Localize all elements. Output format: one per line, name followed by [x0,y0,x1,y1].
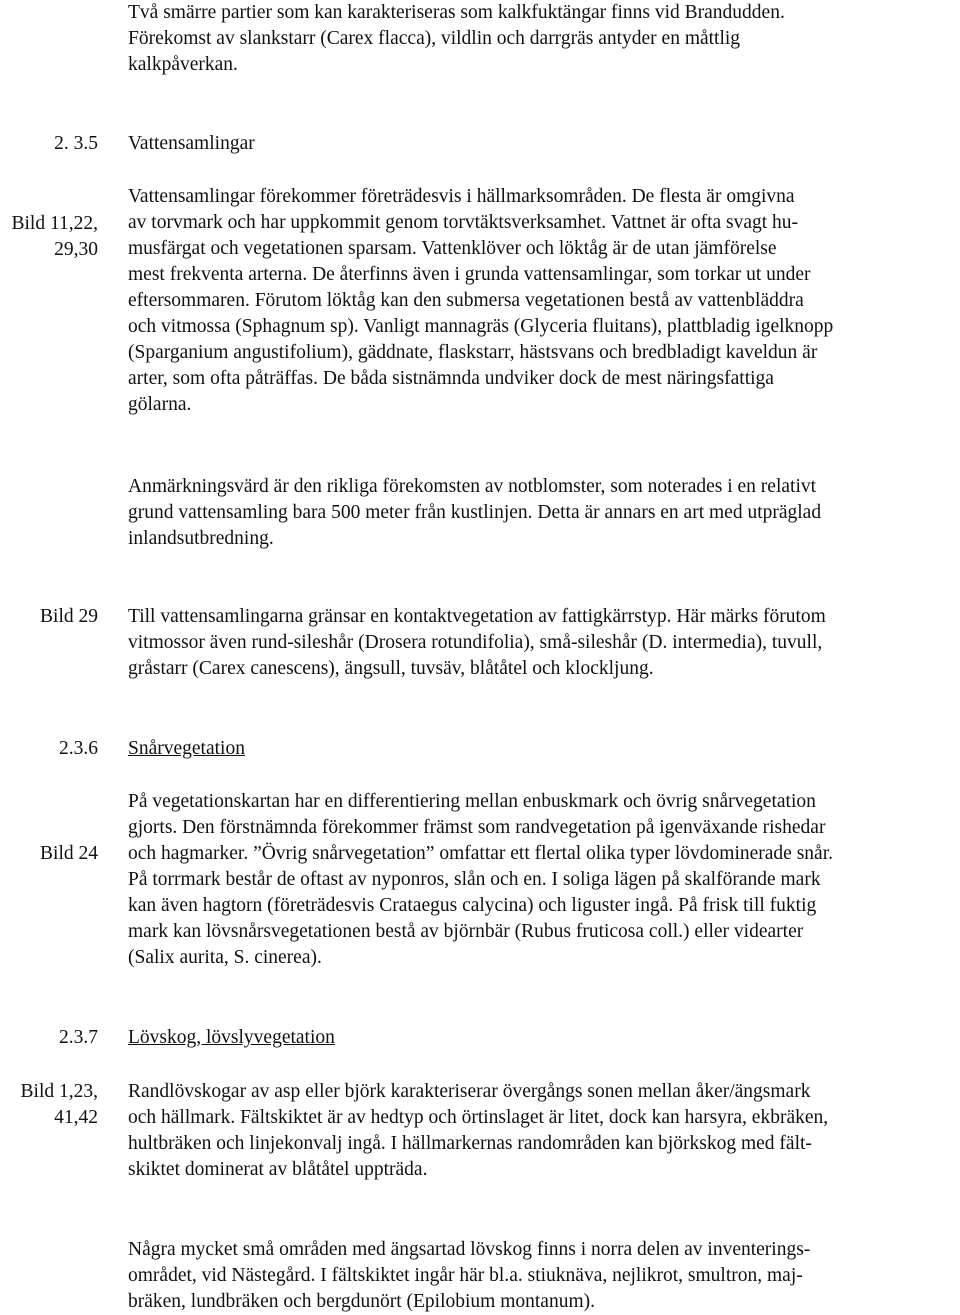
text-line: inlandsutbredning. [128,528,274,549]
text-line: (Sparganium angustifolium), gäddnate, flaskstarr, hästsvans och bredbladigt kaveldun är [128,342,818,363]
text-line: musfärgat och vegetationen sparsam. Vattenklöver och löktåg är de utan jämförelse [128,238,777,259]
text-line: Vattensamlingar förekommer företrädesvis i hällmarksområden. De flesta är omgivna [128,186,795,207]
text-line: hultbräken och linjekonvalj ingå. I hällmarkernas randområden kan björkskog med fält- [128,1133,812,1154]
text-line: gråstarr (Carex canescens), ängsull, tuvsäv, blåtåtel och klockljung. [128,658,654,679]
text-line: Förekomst av slankstarr (Carex flacca), vildlin och darrgräs antyder en måttlig [128,28,741,49]
text-line: mark kan lövsnårsvegetationen bestå av björnbär (Rubus fruticosa coll.) eller videarter [128,921,804,942]
text-line: kan även hagtorn (företrädesvis Crataegus calycina) och liguster ingå. På frisk till fuktig [128,895,817,916]
section-title-snarvegetation: Snårvegetation [128,738,245,759]
text-line: Till vattensamlingarna gränsar en kontaktvegetation av fattigkärrstyp. Här märks förutom [128,606,826,627]
section-title-lovskog: Lövskog, lövslyvegetation [128,1027,335,1048]
text-line: vitmossor även rund-sileshår (Drosera rotundifolia), små-sileshår (D. intermedia), tuvull, [128,632,823,653]
text-line: och hagmarker. ”Övrig snårvegetation” omfattar ett flertal olika typer lövdominerade snår. [128,843,833,864]
text-line: gölarna. [128,394,192,415]
image-reference-vattensamlingar [0,211,98,263]
text-line: Randlövskogar av asp eller björk karakteriserar övergångs sonen mellan åker/ängsmark [128,1081,811,1102]
section-number-2-3-7: 2.3.7 [59,1027,98,1048]
text-line: eftersommaren. Förutom löktåg kan den submersa vegetationen bestå av vattenbläddra [128,290,804,311]
snarvegetation-paragraph [128,789,958,971]
text-line: kalkpåverkan. [128,54,238,75]
text-line: av torvmark och har uppkommit genom torvtäktsverksamhet. Vattnet är ofta svagt hu- [128,212,799,233]
text-line: Två smärre partier som kan karakteriseras som kalkfuktängar finns vid Brandudden. [128,2,785,23]
text-line: Några mycket små områden med ängsartad lövskog finns i norra delen av inventerings- [128,1239,811,1260]
image-reference-lovskog [0,1079,98,1131]
text-line: mest frekventa arterna. De återfinns även i grunda vattensamlingar, som torkar ut under [128,264,811,285]
text-line: skiktet dominerat av blåtåtel uppträda. [128,1159,428,1180]
text-line: och hällmark. Fältskiktet är av hedtyp och örtinslaget är litet, dock kan harsyra, ekbräken, [128,1107,829,1128]
text-line: På torrmark består de oftast av nyponros, slån och en. I soliga lägen på skalförande mark [128,869,821,890]
text-line: På vegetationskartan har en differentiering mellan enbuskmark och övrig snårvegetation [128,791,816,812]
text-line: bräken, lundbräken och bergdunört (Epilobium montanum). [128,1291,595,1312]
image-reference-line: 29,30 [54,239,98,260]
lovskog-paragraph [128,1079,958,1183]
angsartad-lovskog-paragraph [128,1237,958,1315]
kontaktvegetation-paragraph [128,604,958,682]
section-title-vattensamlingar: Vattensamlingar [128,133,255,154]
text-line: (Salix aurita, S. cinerea). [128,947,322,968]
text-line: arter, som ofta påträffas. De båda sistnämnda undviker dock de mest näringsfattiga [128,368,774,389]
intro-paragraph [128,0,958,78]
section-number-2-3-6: 2.3.6 [59,738,98,759]
text-line: och vitmossa (Sphagnum sp). Vanligt mannagräs (Glyceria fluitans), plattbladig igelknopp [128,316,834,337]
text-line: området, vid Nästegård. I fältskiktet ingår här bl.a. stiuknäva, nejlikrot, smultron, maj- [128,1265,803,1286]
image-reference-bild-29: Bild 29 [40,606,98,627]
image-reference-line: Bild 1,23, [20,1081,98,1102]
vattensamlingar-paragraph [128,184,958,418]
image-reference-line: 41,42 [54,1107,98,1128]
notblomster-paragraph [128,474,958,552]
section-number-2-3-5: 2. 3.5 [54,133,98,154]
text-line: Anmärkningsvärd är den rikliga förekomsten av notblomster, som noterades i en relativt [128,476,817,497]
text-line: grund vattensamling bara 500 meter från kustlinjen. Detta är annars en art med utpräglad [128,502,822,523]
image-reference-line: Bild 11,22, [11,213,98,234]
image-reference-bild-24: Bild 24 [40,843,98,864]
text-line: gjorts. Den förstnämnda förekommer främst som randvegetation på igenväxande rishedar [128,817,826,838]
